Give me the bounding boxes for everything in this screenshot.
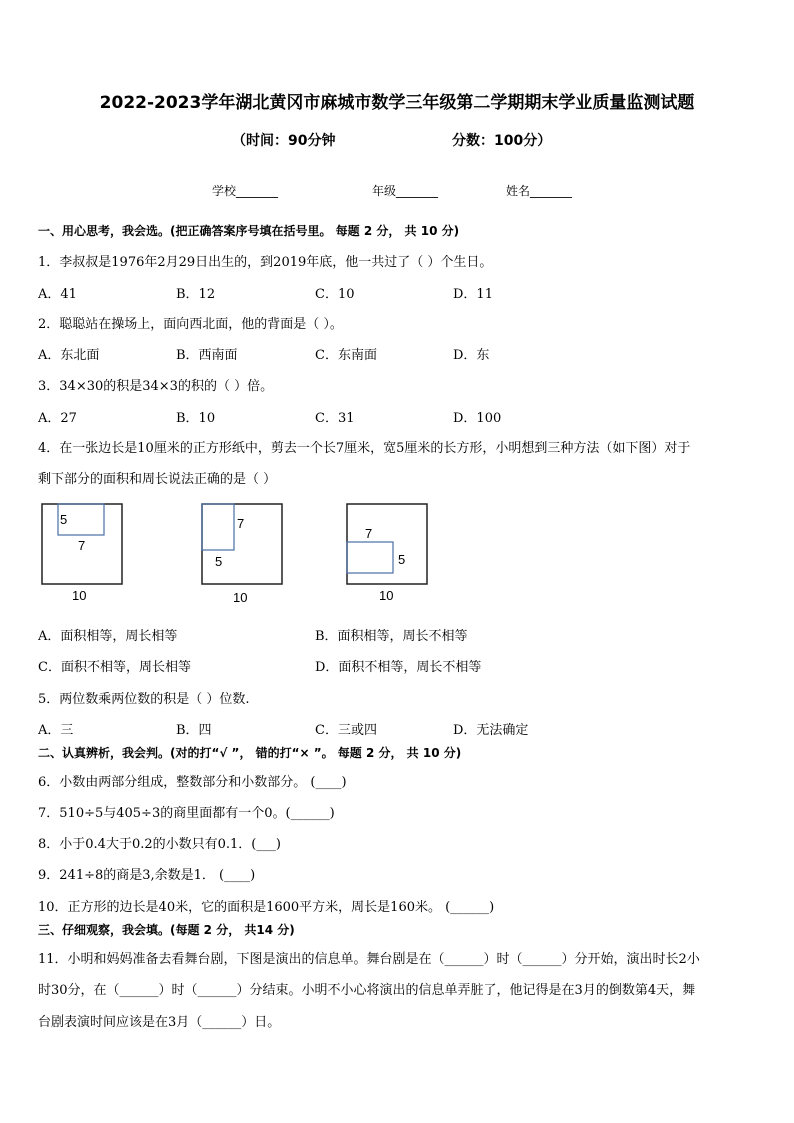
q1-option-c: C．10 <box>315 287 355 302</box>
q3-option-d: D．100 <box>453 411 502 426</box>
question-8: 8．小于0.4大于0.2的小数只有0.1．(___) <box>38 837 281 852</box>
q4-figure-2 <box>202 504 282 605</box>
school-field: 学校_______ <box>212 184 279 198</box>
figure-3-cutout <box>347 542 393 573</box>
figure-2-cutout <box>202 504 234 550</box>
question-11-line-2: 时30分，在（______）时（______）分结束。小明不小心将演出的信息单弄脏了，他记得是在3月的倒数第4天，舞 <box>38 983 696 998</box>
exam-title: 2022-2023学年湖北黄冈市麻城市数学三年级第二学期期末学业质量监测试题 <box>99 93 695 113</box>
figure-3-label-b: 5 <box>398 552 406 567</box>
q1-option-b: B．12 <box>176 287 216 302</box>
question-3: 3．34×30的积是34×3的积的（ ）倍。 <box>38 379 274 394</box>
question-10: 10．正方形的边长是40米，它的面积是1600平方米，周长是160米。 (______) <box>38 900 495 915</box>
q5-option-b: B．四 <box>176 723 212 738</box>
q1-option-d: D．11 <box>453 287 493 302</box>
q1-option-a: A．41 <box>38 287 77 302</box>
figure-2-label-c: 10 <box>233 590 248 605</box>
q2-option-a: A．东北面 <box>38 348 100 363</box>
section-1-heading: 一、用心思考，我会选。(把正确答案序号填在括号里。 每题 2 分， 共 10 分) <box>38 224 460 238</box>
q3-option-b: B．10 <box>176 411 216 426</box>
figure-2-label-a: 7 <box>237 516 245 531</box>
figure-3-square <box>347 504 427 584</box>
q4-option-d: D．面积不相等，周长不相等 <box>315 660 482 675</box>
figure-3-label-a: 7 <box>365 526 373 541</box>
question-1: 1．李叔叔是1976年2月29日出生的，到2019年底，他一共过了（ ）个生日。 <box>38 255 493 270</box>
q4-option-c: C．面积不相等，周长相等 <box>38 660 191 675</box>
question-4-line-1: 4．在一张边长是10厘米的正方形纸中，剪去一个长7厘米，宽5厘米的长方形，小明想到三种方法（如下图）对于 <box>38 441 691 456</box>
q2-option-c: C．东南面 <box>315 348 377 363</box>
question-11-line-1: 11．小明和妈妈准备去看舞台剧，下图是演出的信息单。舞台剧是在（______）时（______）分开始，演出时长2小 <box>38 952 700 967</box>
q4-figures <box>30 498 450 608</box>
figure-2-label-b: 5 <box>215 554 223 569</box>
q4-figure-3 <box>347 504 427 603</box>
q4-option-b: B．面积相等，周长不相等 <box>315 629 468 644</box>
name-field: 姓名_______ <box>506 184 573 198</box>
figure-1-label-a: 5 <box>60 512 68 527</box>
question-7: 7．510÷5与405÷3的商里面都有一个0。(______) <box>38 806 335 821</box>
question-6: 6．小数由两部分组成，整数部分和小数部分。 (____) <box>38 775 347 790</box>
question-5: 5．两位数乘两位数的积是（ ）位数. <box>38 692 250 707</box>
time-label: （时间：90分钟 <box>232 133 336 149</box>
q5-option-a: A．三 <box>38 723 74 738</box>
figure-1-label-c: 10 <box>72 588 87 603</box>
section-3-heading: 三、仔细观察，我会填。(每题 2 分， 共14 分) <box>38 923 295 937</box>
figure-3-label-c: 10 <box>379 588 394 603</box>
q3-option-c: C．31 <box>315 411 355 426</box>
question-11-line-3: 台剧表演时间应该是在3月（______）日。 <box>38 1015 281 1030</box>
question-2: 2．聪聪站在操场上，面向西北面，他的背面是（ ）。 <box>38 317 343 332</box>
q2-option-d: D．东 <box>453 348 490 363</box>
question-9: 9．241÷8的商是3,余数是1． (____) <box>38 868 256 883</box>
q3-option-a: A．27 <box>38 411 77 426</box>
q5-option-d: D．无法确定 <box>453 723 529 738</box>
question-4-line-2: 剩下部分的面积和周长说法正确的是（ ） <box>38 472 277 487</box>
grade-field: 年级_______ <box>372 184 439 198</box>
q4-option-a: A．面积相等，周长相等 <box>38 629 178 644</box>
q2-option-b: B．西南面 <box>176 348 238 363</box>
section-2-heading: 二、认真辨析，我会判。(对的打“√ ”， 错的打“× ”。 每题 2 分， 共 10 分) <box>38 746 462 760</box>
figure-1-label-b: 7 <box>78 538 86 553</box>
q4-figure-1 <box>42 504 122 603</box>
q5-option-c: C．三或四 <box>315 723 377 738</box>
score-label: 分数：100分） <box>452 133 552 149</box>
